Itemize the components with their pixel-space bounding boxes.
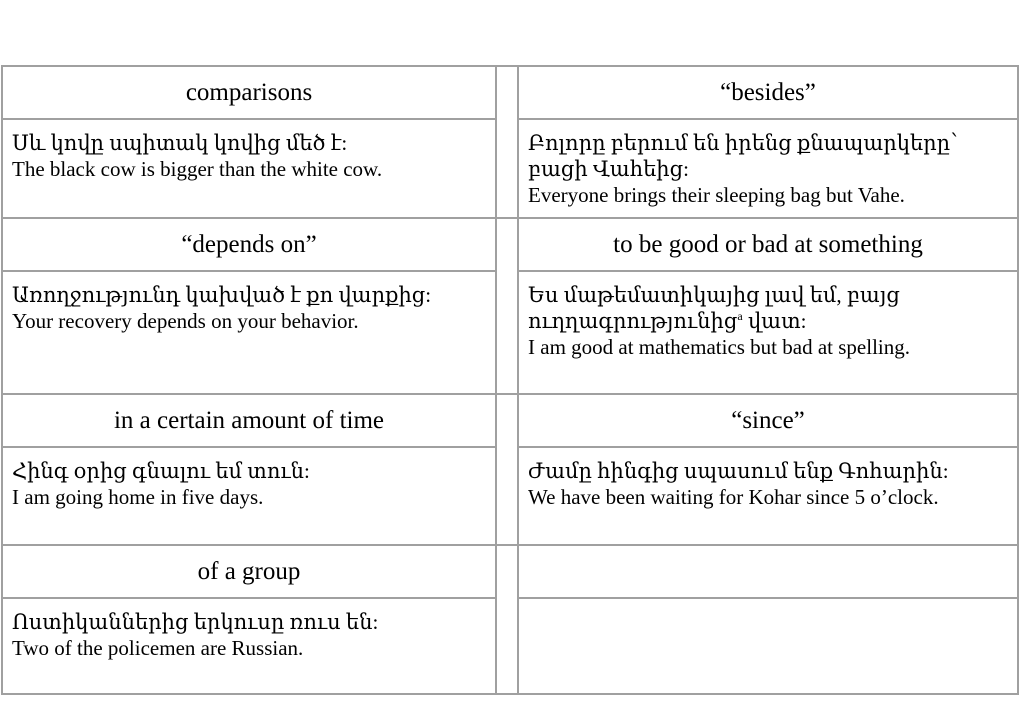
section-heading-amount-of-time: in a certain amount of time: [2, 394, 496, 447]
example-cell: [518, 447, 1018, 545]
english-translation: We have been waiting for Kohar since 5 o’clock.: [528, 485, 939, 509]
english-translation: I am going home in five days.: [12, 485, 264, 509]
section-heading-since: “since”: [518, 394, 1018, 447]
section-heading-besides: “besides”: [518, 66, 1018, 119]
armenian-sentence: Ես մաթեմատիկայից լավ եմ, բայց ուղղագրությունից$^a$ վատ:: [528, 283, 900, 333]
section-heading-good-or-bad: to be good or bad at something: [518, 218, 1018, 271]
example-cell: [518, 119, 1018, 218]
example-cell: [2, 271, 496, 394]
gap-cell: [496, 545, 518, 694]
example-cell: [2, 447, 496, 545]
gap-cell: [496, 218, 518, 394]
english-translation: I am good at mathematics but bad at spelling.: [528, 335, 910, 359]
empty-heading-cell: [518, 545, 1018, 598]
example-cell: [518, 271, 1018, 394]
footnote-mark: a: [737, 309, 743, 323]
english-translation: Your recovery depends on your behavior.: [12, 309, 359, 333]
section-heading-of-a-group: of a group: [2, 545, 496, 598]
armenian-sentence: Ոստիկաններից երկուսը ռուս են:: [12, 610, 379, 634]
gap-cell: [496, 394, 518, 545]
english-translation: Everyone brings their sleeping bag but Vahe.: [528, 183, 905, 207]
armenian-sentence: Բոլորը բերում են իրենց քնապարկերը՝ բացի Վահեից:: [528, 131, 958, 181]
armenian-sentence: Ժամը հինգից սպասում ենք Գոհարին:: [528, 459, 949, 483]
armenian-sentence: Հինգ օրից գնալու եմ տուն:: [12, 459, 310, 483]
grammar-table: [1, 65, 1019, 695]
section-heading-comparisons: comparisons: [2, 66, 496, 119]
english-translation: Two of the policemen are Russian.: [12, 636, 304, 660]
example-cell: [2, 598, 496, 694]
english-translation: The black cow is bigger than the white cow.: [12, 157, 383, 181]
gap-cell: [496, 66, 518, 218]
section-heading-depends-on: “depends on”: [2, 218, 496, 271]
armenian-sentence: Սև կովը սպիտակ կովից մեծ է:: [12, 131, 348, 155]
example-cell: [2, 119, 496, 218]
empty-example-cell: [518, 598, 1018, 694]
armenian-sentence: Առողջությունդ կախված է քո վարքից:: [12, 283, 432, 307]
